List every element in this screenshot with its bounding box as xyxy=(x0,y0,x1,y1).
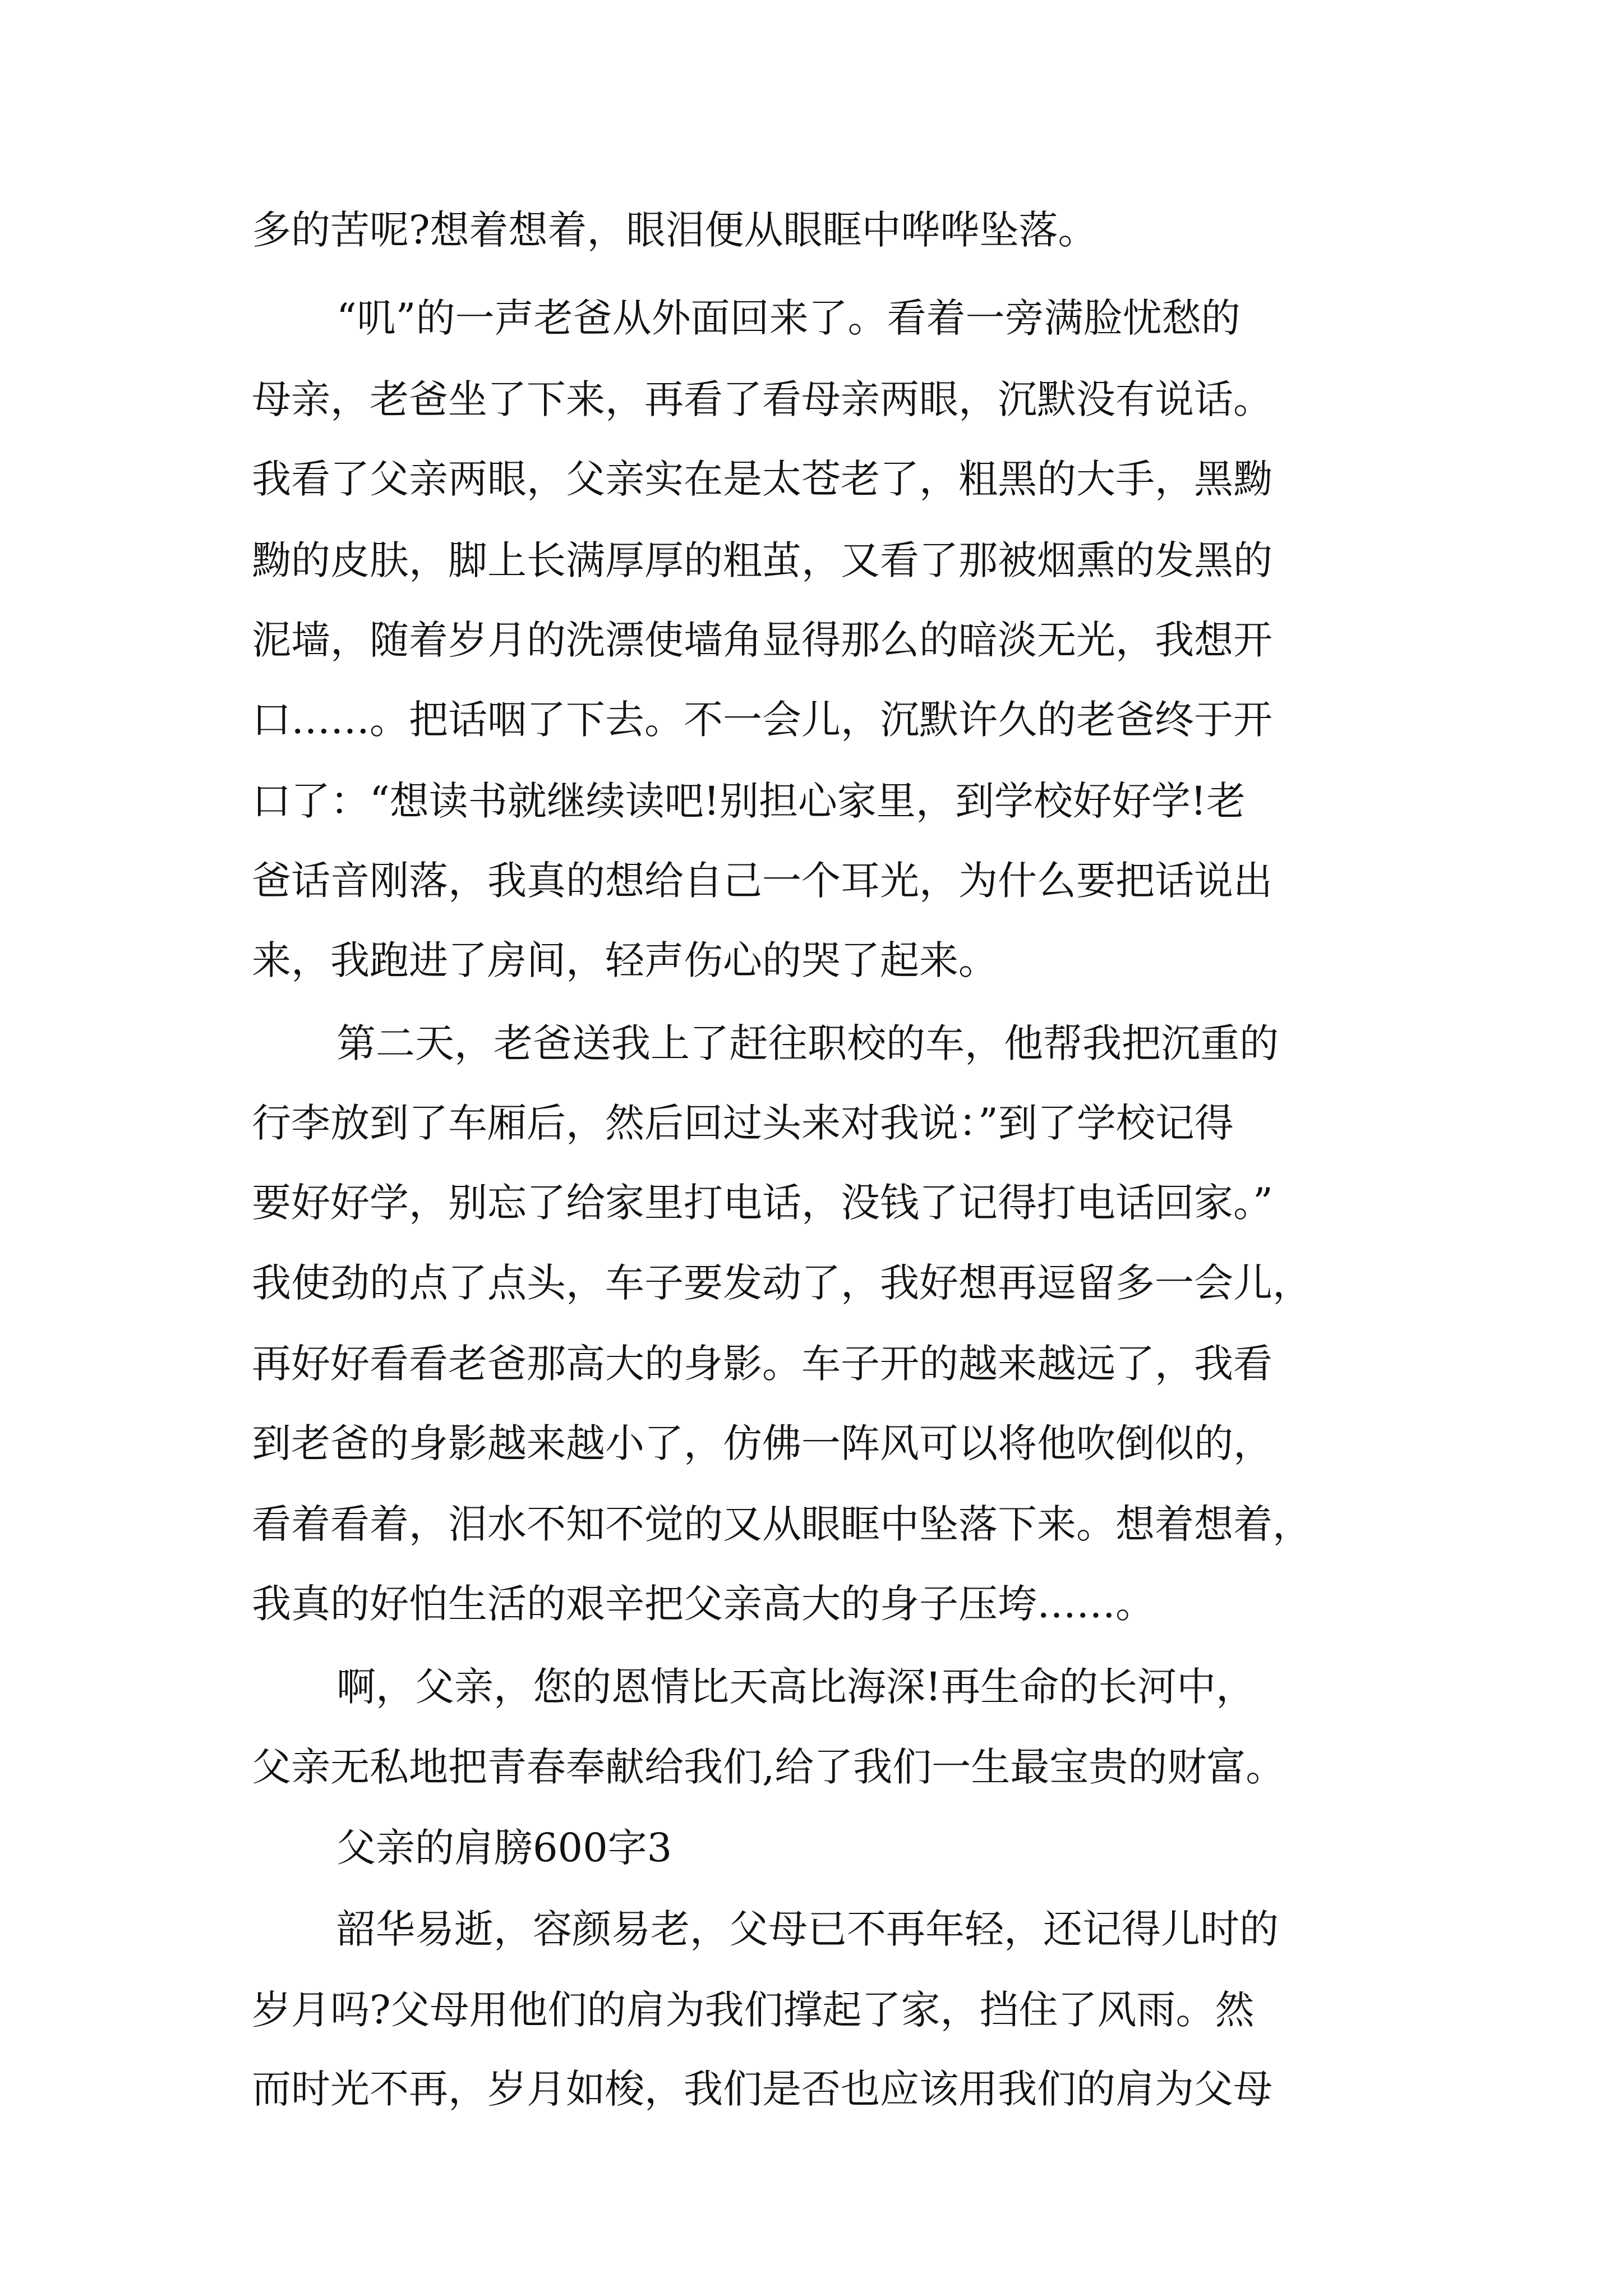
text-line-6: 泥墙，随着岁月的洗漂使墙角显得那么的暗淡无光，我想开 xyxy=(252,617,1272,663)
text-line-13: 要好好学，别忘了给家里打电话，没钱了记得打电话回家。” xyxy=(252,1180,1273,1226)
text-line-10: 来，我跑进了房间，轻声伤心的哭了起来。 xyxy=(252,937,998,983)
text-line-12: 行李放到了车厢后，然后回过头来对我说：”到了学校记得 xyxy=(252,1100,1234,1146)
text-line-18: 我真的好怕生活的艰辛把父亲高大的身子压垮……。 xyxy=(252,1581,1155,1627)
text-line-5: 黝的皮肤，脚上长满厚厚的粗茧，又看了那被烟熏的发黑的 xyxy=(252,537,1272,583)
text-line-14: 我使劲的点了点头，车子要发动了，我好想再逗留多一会儿， xyxy=(252,1260,1312,1306)
text-line-15: 再好好看看老爸那高大的身影。车子开的越来越远了，我看 xyxy=(252,1341,1272,1387)
text-line-24: 而时光不再，岁月如梭，我们是否也应该用我们的肩为父母 xyxy=(252,2066,1272,2112)
text-line-1: 多的苦呢?想着想着，眼泪便从眼眶中哗哗坠落。 xyxy=(252,207,1098,253)
text-line-2: “叽”的一声老爸从外面回来了。看着一旁满脸忧愁的 xyxy=(336,295,1241,341)
text-line-20: 父亲无私地把青春奉献给我们,给了我们一生最宝贵的财富。 xyxy=(252,1744,1285,1790)
text-line-8: 口了：“想读书就继续读吧!别担心家里，到学校好好学!老 xyxy=(252,778,1246,824)
text-line-23: 岁月吗?父母用他们的肩为我们撑起了家，挡住了风雨。然 xyxy=(252,1987,1255,2033)
text-line-4: 我看了父亲两眼，父亲实在是太苍老了，粗黑的大手，黑黝 xyxy=(252,456,1272,502)
text-line-16: 到老爸的身影越来越小了，仿佛一阵风可以将他吹倒似的， xyxy=(252,1420,1272,1466)
text-line-17: 看着看着，泪水不知不觉的又从眼眶中坠落下来。想着想着， xyxy=(252,1501,1312,1547)
text-line-11: 第二天，老爸送我上了赶往职校的车，他帮我把沉重的 xyxy=(336,1020,1279,1066)
text-line-9: 爸话音刚落，我真的想给自己一个耳光，为什么要把话说出 xyxy=(252,858,1272,904)
text-line-19: 啊，父亲，您的恩情比天高比海深!再生命的长河中， xyxy=(336,1664,1256,1710)
text-line-22: 韶华易逝，容颜易老，父母已不再年轻，还记得儿时的 xyxy=(336,1906,1279,1952)
text-line-7: 口……。把话咽了下去。不一会儿，沉默许久的老爸终于开 xyxy=(252,697,1272,743)
section-heading: 父亲的肩膀600字3 xyxy=(336,1825,672,1871)
text-line-3: 母亲，老爸坐了下来，再看了看母亲两眼，沉默没有说话。 xyxy=(252,376,1272,422)
